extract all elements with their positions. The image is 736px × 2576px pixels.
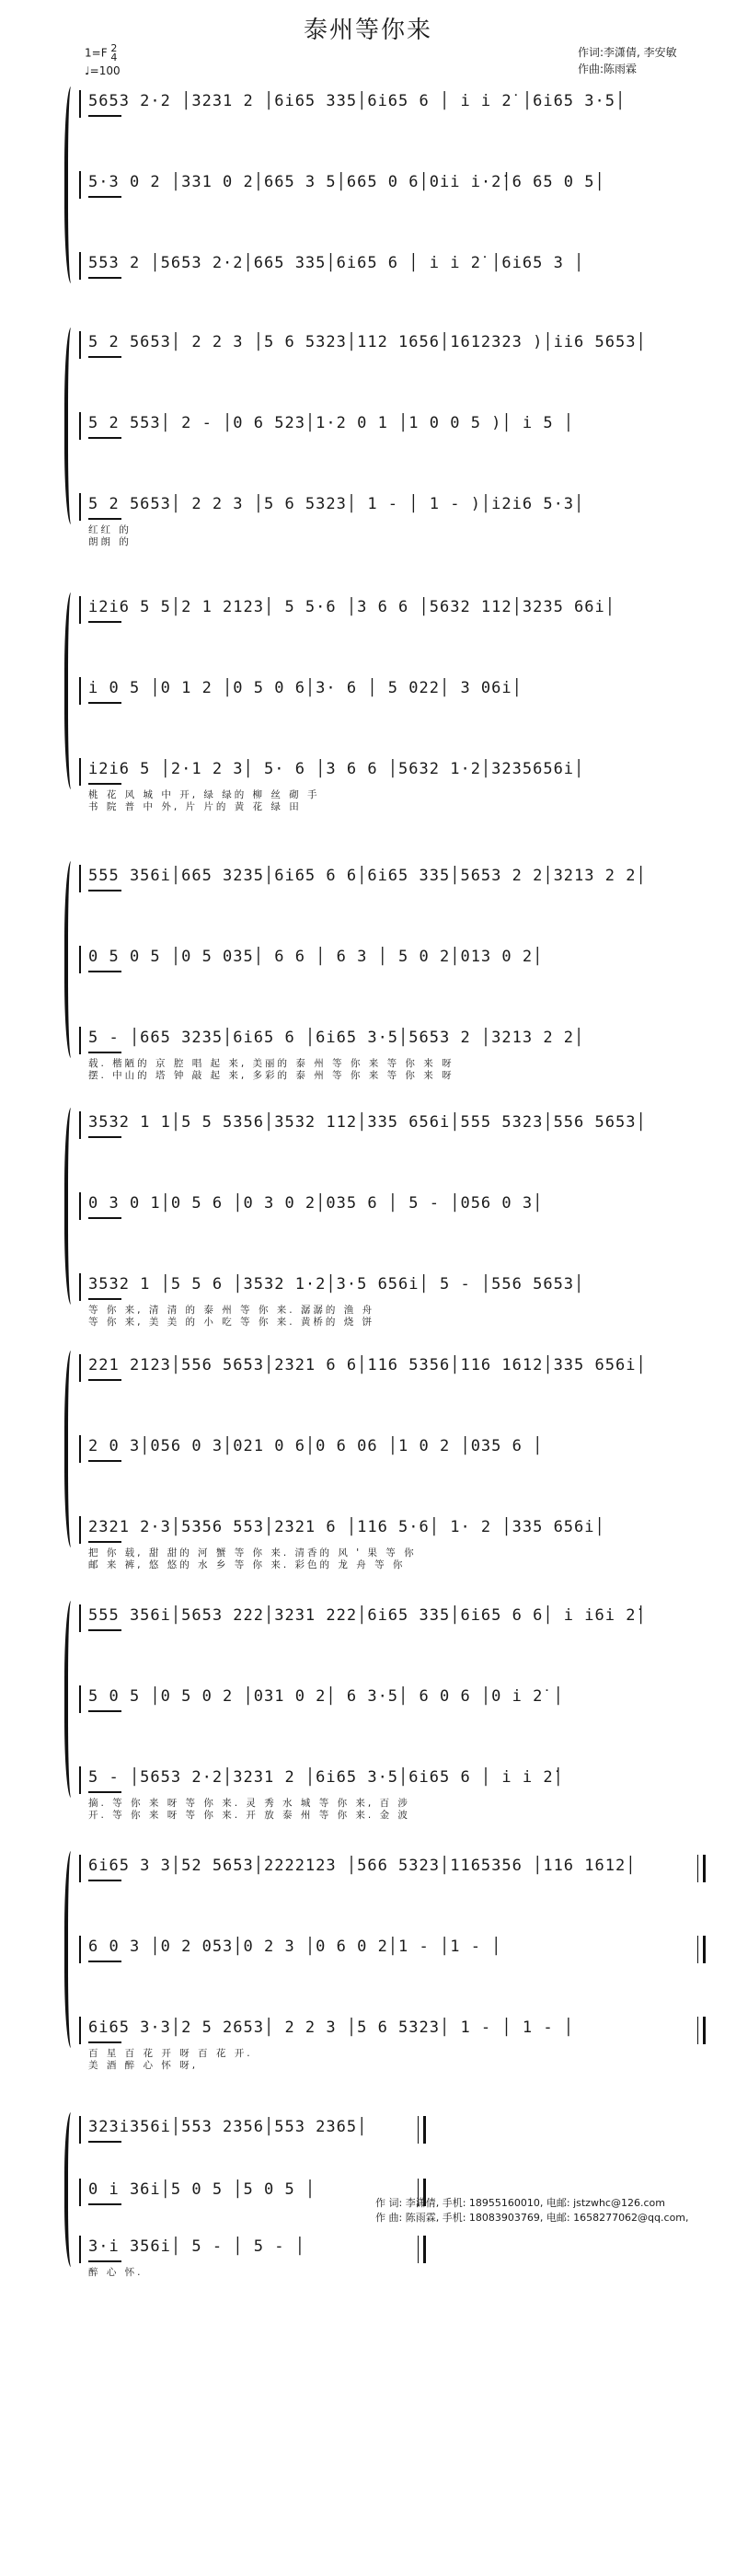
staff-row [79, 1273, 702, 1328]
jianpu-notes: 221 2123│556 5653│2321 6 6│116 5356│116 1612│335 656i│ [88, 1356, 647, 1374]
beam-underline [88, 2041, 121, 2043]
jianpu-notes: 0 3 0 1│0 5 6 │0 3 0 2│035 6 │ 5 - │056 0 3│ [88, 1194, 544, 1213]
staff-row [79, 2179, 421, 2206]
song-title: 泰州等你来 [303, 17, 432, 44]
jianpu-notes: 6 0 3 │0 2 053│0 2 3 │0 6 0 2│1 - │1 - │ [88, 1938, 502, 1956]
lyric-line: 朗朗 的 [88, 536, 132, 547]
end-barline [697, 1855, 706, 1882]
staff-row [79, 2017, 702, 2071]
jianpu-notes: 553 2 │5653 2·2│665 335│6i65 6 │ i i 2̇ │6i65 3 │ [88, 254, 585, 272]
beam-underline [88, 783, 121, 785]
staff-row [79, 1192, 702, 1220]
credits-header [578, 44, 677, 77]
jianpu-notes: 2 0 3│056 0 3│021 0 6│0 6 06 │1 0 2 │035 6 │ [88, 1437, 544, 1455]
staff-row [79, 1027, 702, 1081]
lyric-line: 摆. 中山的 塔 钟 敲 起 来, 多彩的 泰 州 等 你 来 等 你 来 呀 [88, 1070, 454, 1081]
jianpu-notes: 3532 1 1│5 5 5356│3532 112│335 656i│555 5323│556 5653│ [88, 1113, 647, 1132]
staff-row [79, 1604, 702, 1632]
beam-underline [88, 890, 121, 891]
jianpu-notes: 5 2 5653│ 2 2 3 │5 6 5323│ 1 - │ 1 - )│i2i6 5·3│ [88, 495, 585, 513]
beam-underline [88, 1460, 121, 1462]
lyric-line: 摘. 等 你 来 呀 等 你 来. 灵 秀 水 城 等 你 来, 百 涉 [88, 1798, 410, 1809]
beam-underline [88, 1880, 121, 1881]
beam-underline [88, 971, 121, 972]
staff-row [79, 493, 702, 547]
beam-underline [88, 196, 121, 198]
staff-row [79, 412, 702, 440]
jianpu-notes: 5653 2·2 │3231 2 │6i65 335│6i65 6 │ i i 2̇ │6i65 3·5│ [88, 92, 627, 110]
jianpu-notes: 3532 1 │5 5 6 │3532 1·2│3·5 656i│ 5 - │556 5653│ [88, 1275, 585, 1294]
lyric-line: 桃 花 风 城 中 开, 绿 绿的 柳 丝 砌 手 [88, 789, 320, 800]
jianpu-notes: i2i6 5 │2·1 2 3│ 5· 6 │3 6 6 │5632 1·2│3235656i│ [88, 760, 585, 778]
staff-row [79, 1516, 702, 1570]
jianpu-notes: 3·i 356i│ 5 - │ 5 - │ [88, 2237, 305, 2256]
beam-underline [88, 2141, 121, 2143]
lyric-line: 开. 等 你 来 呀 等 你 来. 开 放 泰 州 等 你 来. 金 波 [88, 1810, 410, 1821]
jianpu-notes: 555 356i│5653 222│3231 222│6i65 335│6i65 6 6│ i i6i 2̇│ [88, 1606, 647, 1625]
staff-row [79, 677, 702, 705]
lyric-line: 美 酒 醉 心 怀 呀, [88, 2060, 199, 2071]
jianpu-notes: 323i356i│553 2356│553 2365│ [88, 2118, 368, 2136]
lyric-line: 等 你 来, 美 美 的 小 吃 等 你 来. 黄桥的 烧 饼 [88, 1317, 375, 1328]
staff-row [79, 171, 702, 199]
jianpu-notes: 5 2 5653│ 2 2 3 │5 6 5323│112 1656│1612323 )│ii6 5653│ [88, 333, 647, 351]
beam-underline [88, 277, 121, 279]
jianpu-notes: 5 0 5 │0 5 0 2 │031 0 2│ 6 3·5│ 6 0 6 │0 i 2̇ │ [88, 1687, 564, 1706]
staff-row [79, 946, 702, 973]
credit-line-2: 作 曲: 陈雨霖, 手机: 18083903769, 电邮: 1658277062@qq.com, [375, 2212, 689, 2224]
beam-underline [88, 115, 121, 117]
beam-underline [88, 1961, 121, 1962]
staff-row [79, 1936, 702, 1963]
staff-row [79, 865, 702, 892]
jianpu-notes: 6i65 3·3│2 5 2653│ 2 2 3 │5 6 5323│ 1 - │ 1 - │ [88, 2018, 575, 2037]
staff-row [79, 1111, 702, 1139]
jianpu-notes: 0 5 0 5 │0 5 035│ 6 6 │ 6 3 │ 5 0 2│013 0 2│ [88, 948, 544, 966]
beam-underline [88, 702, 121, 704]
staff-row [79, 1766, 702, 1821]
end-barline [697, 1936, 706, 1963]
beam-underline [88, 1298, 121, 1300]
lyric-line: 书 院 普 中 外, 片 片的 黄 花 绿 田 [88, 801, 302, 812]
key-signature: 1=F [85, 46, 108, 60]
beam-underline [88, 1791, 121, 1793]
beam-underline [88, 437, 121, 439]
key-tempo-block [85, 44, 121, 79]
end-barline [418, 2236, 426, 2263]
jianpu-notes: 0 i 36i│5 0 5 │5 0 5 │ [88, 2180, 316, 2199]
time-denominator: 4 [110, 52, 118, 63]
beam-underline [88, 1710, 121, 1712]
jianpu-notes: i2i6 5 5│2 1 2123│ 5 5·6 │3 6 6 │5632 112│3235 66i│ [88, 598, 615, 616]
beam-underline [88, 2203, 121, 2205]
jianpu-notes: 5 - │665 3235│6i65 6 │6i65 3·5│5653 2 │3213 2 2│ [88, 1029, 585, 1047]
staff-row [79, 252, 702, 280]
beam-underline [88, 1136, 121, 1138]
jianpu-notes: 555 356i│665 3235│6i65 6 6│6i65 335│5653 2 2│3213 2 2│ [88, 867, 647, 885]
lyric-line: 把 你 载, 甜 甜的 河 蟹 等 你 来. 清香的 风 ' 果 等 你 [88, 1547, 417, 1558]
end-barline [418, 2116, 426, 2144]
staff-row [79, 2116, 421, 2144]
staff-row [79, 2236, 421, 2278]
staff-row [79, 1354, 702, 1382]
staff-row [79, 331, 702, 359]
staff-row [79, 1855, 702, 1882]
jianpu-notes: 6i65 3 3│52 5653│2222123 │566 5323│1165356 │116 1612│ [88, 1857, 637, 1875]
lyricist: 作词:李潇倩, 李安敏 [578, 46, 677, 59]
jianpu-notes: 5 - │5653 2·2│3231 2 │6i65 3·5│6i65 6 │ i i 2̇│ [88, 1768, 564, 1787]
staff-row [79, 758, 702, 812]
staff-row [79, 1435, 702, 1463]
lyric-line: 红红 的 [88, 524, 132, 535]
jianpu-notes: 5·3 0 2 │331 0 2│665 3 5│665 0 6│0ii i·2̇│6 65 0 5│ [88, 173, 605, 191]
beam-underline [88, 1052, 121, 1053]
staff-row [79, 1685, 702, 1713]
lyric-line: 等 你 来, 清 清 的 泰 州 等 你 来. 潺潺的 渔 舟 [88, 1305, 375, 1316]
composer: 作曲:陈雨霖 [578, 63, 638, 75]
staff-row [79, 596, 702, 624]
beam-underline [88, 2260, 121, 2262]
jianpu-notes: i 0 5 │0 1 2 │0 5 0 6│3· 6 │ 5 022│ 3 06i│ [88, 679, 523, 697]
lyric-line: 邮 来 裤, 悠 悠的 水 乡 等 你 来. 彩色的 龙 舟 等 你 [88, 1559, 406, 1570]
credit-line-1: 作 词: 李潇倩, 手机: 18955160010, 电邮: jstzwhc@126.com [375, 2197, 665, 2209]
beam-underline [88, 621, 121, 623]
jianpu-notes: 5 2 553│ 2 - │0 6 523│1·2 0 1 │1 0 0 5 )│ i 5 │ [88, 414, 575, 432]
beam-underline [88, 518, 121, 520]
beam-underline [88, 1541, 121, 1543]
lyric-line: 百 星 百 花 开 呀 百 花 开. [88, 2048, 253, 2059]
time-numerator: 2 [110, 42, 118, 54]
lyric-line: 载. 楷陋的 京 腔 唱 起 来, 美丽的 泰 州 等 你 来 等 你 来 呀 [88, 1058, 454, 1069]
tempo-mark: ♩=100 [85, 64, 121, 77]
beam-underline [88, 1379, 121, 1381]
jianpu-notes: 2321 2·3│5356 553│2321 6 │116 5·6│ 1· 2 │335 656i│ [88, 1518, 605, 1536]
end-barline [697, 2017, 706, 2044]
lyric-line: 醉 心 怀. [88, 2267, 144, 2278]
staff-row [79, 90, 702, 118]
beam-underline [88, 356, 121, 358]
beam-underline [88, 1629, 121, 1631]
beam-underline [88, 1217, 121, 1219]
